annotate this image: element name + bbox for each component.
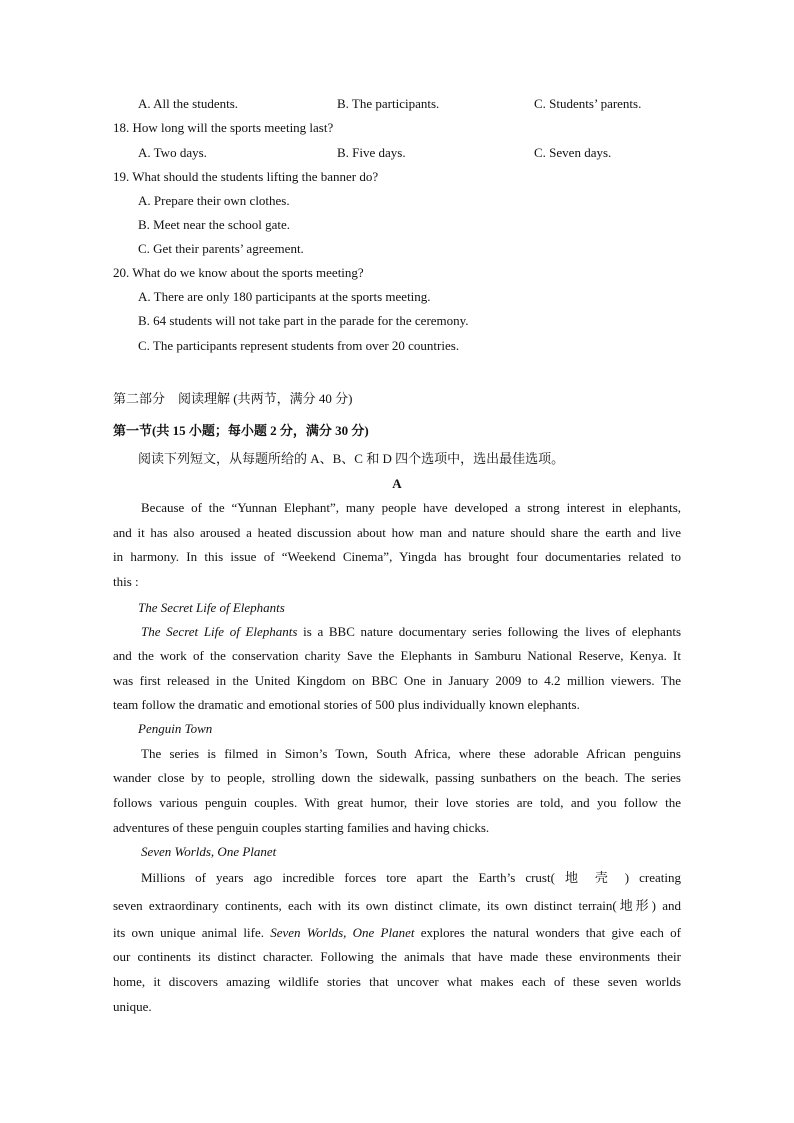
q19-option-b: B. Meet near the school gate. [138, 217, 290, 232]
doc1-lead-title: The Secret Life of Elephants [141, 624, 298, 639]
q18-option-a: A. Two days. [138, 145, 207, 160]
q18-option-c: C. Seven days. [534, 145, 612, 160]
doc2-line-4: adventures of these penguin couples starting families and having chicks. [113, 820, 490, 835]
doc2-title: Penguin Town [138, 721, 213, 736]
doc2-line-3: follows various penguin couples. With great humor, their love stories are told, and you follow the [113, 795, 681, 810]
q19-option-a: A. Prepare their own clothes. [138, 193, 290, 208]
doc1-lead-line [141, 624, 681, 640]
q18-question: 18. How long will the sports meeting last? [113, 120, 334, 135]
intro-line-3: in harmony. In this issue of “Weekend Cinema”, Yingda has brought four documentaries related to [113, 549, 681, 564]
intro-line-1: Because of the “Yunnan Elephant”, many people have developed a strong interest in elephants, [141, 500, 681, 515]
q20-option-c: C. The participants represent students from over 20 countries. [138, 338, 460, 353]
q19-question: 19. What should the students lifting the banner do? [113, 169, 379, 184]
q17-option-a: A. All the students. [138, 96, 239, 111]
doc3-line-3 [113, 925, 681, 941]
q19-option-c: C. Get their parents’ agreement. [138, 241, 304, 256]
doc3-line-1: Millions of years ago incredible forces tore apart the Earth’s crust( 地 壳 ) creating [141, 870, 681, 885]
q17-option-c: C. Students’ parents. [534, 96, 642, 111]
q20-option-a: A. There are only 180 participants at the sports meeting. [138, 289, 431, 304]
doc1-title: The Secret Life of Elephants [138, 600, 285, 615]
doc3-line-5: home, it discovers amazing wildlife stories that uncover what makes each of these seven worlds [113, 974, 681, 989]
doc3-line-3-b: explores the natural wonders that give each of [414, 925, 681, 940]
q18-option-b: B. Five days. [337, 145, 406, 160]
doc3-inline-title: Seven Worlds, One Planet [270, 925, 415, 940]
doc3-title: Seven Worlds, One Planet [141, 844, 277, 859]
q20-option-b: B. 64 students will not take part in the parade for the ceremony. [138, 313, 469, 328]
doc1-line-3: was first released in the United Kingdom on BBC One in January 2009 to 4.2 million viewers. The [113, 673, 681, 688]
section-instruction: 阅读下列短文，从每题所给的 A、B、C 和 D 四个选项中，选出最佳选项。 [138, 451, 565, 466]
doc3-line-3-a: its own unique animal life. [113, 925, 271, 940]
doc1-line-4: team follow the dramatic and emotional stories of 500 plus individually known elephants. [113, 697, 580, 712]
doc3-line-4: our continents its distinct character. Following the animals that have made these environments their [113, 949, 681, 964]
doc2-line-2: wander close by to people, strolling down the sidewalk, passing sunbathers on the beach. The series [113, 770, 681, 785]
q20-question: 20. What do we know about the sports meeting? [113, 265, 364, 280]
doc1-lead-rest: is a BBC nature documentary series following the lives of elephants [297, 624, 682, 639]
passage-letter: A [392, 476, 402, 491]
q17-option-b: B. The participants. [337, 96, 440, 111]
doc3-line-2: seven extraordinary continents, each with its own distinct climate, its own distinct terrain(地形) and [113, 898, 681, 913]
doc1-line-2: and the work of the conservation charity Save the Elephants in Samburu National Reserve, Kenya. It [113, 648, 681, 663]
doc2-line-1: The series is filmed in Simon’s Town, South Africa, where these adorable African penguins [141, 746, 681, 761]
intro-line-2: and it has also aroused a heated discussion about how man and nature should share the earth and live [113, 525, 681, 540]
doc3-line-6: unique. [113, 999, 152, 1014]
section-sub-heading: 第一节(共 15 小题；每小题 2 分，满分 30 分) [113, 423, 369, 438]
section-heading: 第二部分 阅读理解 (共两节，满分 40 分) [113, 391, 353, 406]
intro-line-4: this : [113, 574, 139, 589]
